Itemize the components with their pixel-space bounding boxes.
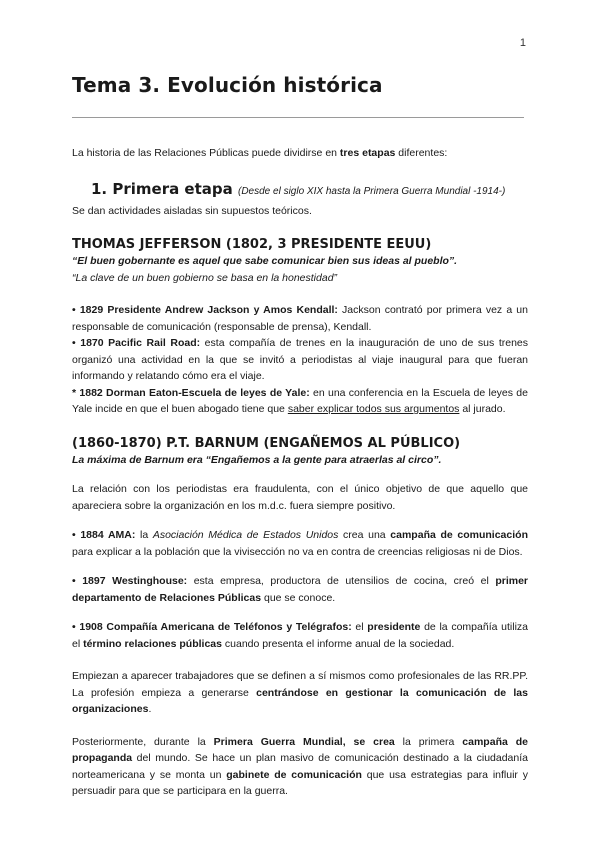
list-item-westinghouse: • 1897 Westinghouse: esta empresa, productora de utensilios de cocina, creó el primer departamento de Relaciones Públicas que se conoce. (72, 575, 528, 604)
list-item-yale: * 1882 Dorman Eaton-Escuela de leyes de Yale: en una conferencia en la Escuela de leyes de Yale incide en que el buen abogado tiene que saber explicar todos sus argumentos al jurado. (72, 386, 528, 415)
title-divider (72, 117, 524, 118)
section-description: Se dan actividades aisladas sin supuestos teóricos. (72, 204, 312, 217)
barnum-paragraph: La relación con los periodistas era fraudulenta, con el único objetivo de que aquello que apareciera sobre la organización en los m.d.c. fuera siempre positivo. (72, 483, 528, 512)
barnum-maxim: La máxima de Barnum era “Engañemos a la gente para atraerlas al circo”. (72, 453, 442, 466)
section-subtitle: (Desde el siglo XIX hasta la Primera Guerra Mundial -1914-) (238, 185, 506, 197)
list-item-pacific-rail: • 1870 Pacific Rail Road: esta compañía de trenes en la inauguración de uno de sus trenes organizó una actividad en la que se invitó a periodistas al viaje inaugural para que fueran informando y relatando cómo era el viaje. (72, 337, 528, 382)
page-title: Tema 3. Evolución histórica (72, 73, 383, 97)
section-heading: 1. Primera etapa (Desde el siglo XIX hasta la Primera Guerra Mundial -1914-) (91, 179, 506, 198)
jefferson-heading: THOMAS JEFFERSON (1802, 3 PRESIDENTE EEUU) (72, 237, 432, 252)
jefferson-quote-2: “La clave de un buen gobierno se basa en la honestidad” (72, 271, 338, 284)
document-body (72, 145, 528, 800)
profession-paragraph: Empiezan a aparecer trabajadores que se definen a sí mismos como profesionales de las RR.PP. La profesión empieza a generarse centrándose en gestionar la comunicación de las organizaciones. (72, 670, 528, 715)
ww1-paragraph: Posteriormente, durante la Primera Guerra Mundial, se crea la primera campaña de propaganda del mundo. Se hace un plan masivo de comunicación destinado a la ciudadanía norteamericana y se monta un gabinete de comunicación que usa estrategias para influir y persuadir para que se participara en la guerra. (72, 735, 528, 797)
page-number: 1 (519, 37, 526, 49)
list-item-ama: • 1884 AMA: la Asociación Médica de Estados Unidos crea una campaña de comunicación para explicar a la población que la vivisección no va en contra de creencias religiosas ni de Dios. (72, 529, 528, 558)
intro-paragraph: La historia de las Relaciones Públicas puede dividirse en tres etapas diferentes: (72, 147, 448, 159)
jefferson-quote-1: “El buen gobernante es aquel que sabe comunicar bien sus ideas al pueblo”. (72, 255, 458, 267)
barnum-heading: (1860-1870) P.T. BARNUM (ENGAÑEMOS AL PÚBLICO) (72, 435, 461, 451)
list-item-att: • 1908 Compañía Americana de Teléfonos y Telégrafos: el presidente de la compañía utiliza el término relaciones públicas cuando presenta el informe anual de la sociedad. (72, 621, 528, 650)
list-item-jackson: • 1829 Presidente Andrew Jackson y Amos Kendall: Jackson contrató por primera vez a un responsable de comunicación (responsable de prensa), Kendall. (72, 304, 528, 333)
